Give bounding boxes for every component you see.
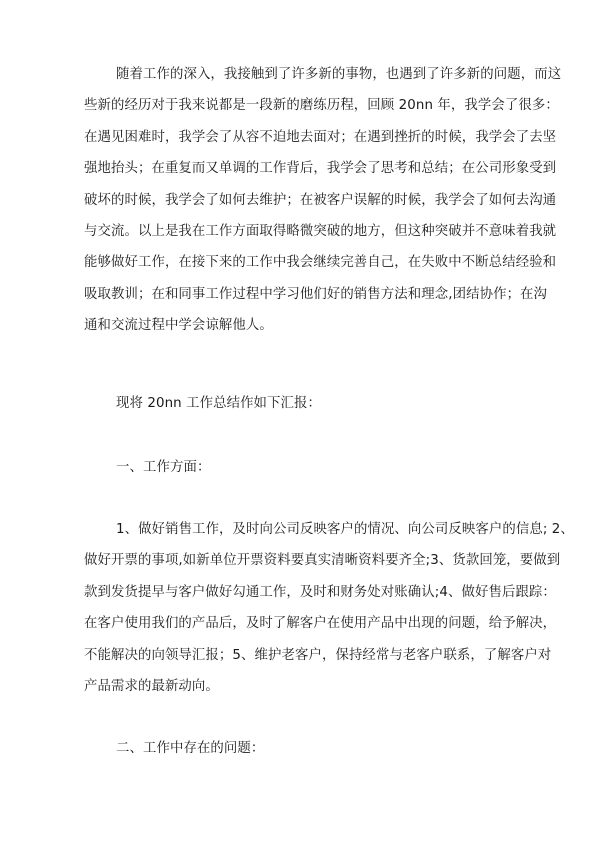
text-line: 能够做好工作，在接下来的工作中我会继续完善自己，在失败中不断总结经验和 [84,255,557,271]
text-line: 产品需求的最新动向。 [84,679,219,695]
text-line: 款到发货提早与客户做好勾通工作，及时和财务处对账确认;4、做好售后跟踪： [84,584,556,600]
body-paragraph-1 [84,59,562,342]
body-paragraph-2 [84,514,574,702]
text-line: 随着工作的深入，我接触到了许多新的事物，也遇到了许多新的问题，而这 [116,67,562,82]
text-line: 1、做好销售工作，及时向公司反映客户的情况、向公司反映客户的信息; 2、 [116,522,574,537]
text-line: 做好开票的事项,如新单位开票资料要真实清晰资料要齐全;3、货款回笼，要做到 [84,553,561,569]
text-line: 不能解决的向领导汇报；5、维护老客户，保持经常与老客户联系，了解客户对 [84,647,552,663]
text-line: 通和交流过程中学会谅解他人。 [84,318,273,334]
text-line: 强地抬头；在重复而又单调的工作背后，我学会了思考和总结；在公司形象受到 [84,161,557,177]
text-line: 在客户使用我们的产品后，及时了解客户在使用产品中出现的问题，给予解决， [84,616,557,632]
text-line: 些新的经历对于我来说都是一段新的磨练历程，回顾 20nn 年，我学会了很多： [84,98,559,114]
section-1-heading-text: 一、工作方面： [116,460,211,475]
section-2-heading-text: 二、工作中存在的问题： [116,741,265,756]
text-line: 吸取教训；在和同事工作过程中学习他们好的销售方法和理念,团结协作；在沟 [84,286,548,302]
report-intro-text: 现将 20nn 工作总结作如下汇报： [116,396,322,411]
section-1-heading [84,452,524,483]
text-line: 与交流。以上是我在工作方面取得略微突破的地方，但这种突破并不意味着我就 [84,224,557,240]
text-line: 破坏的时候，我学会了如何去维护；在被客户误解的时候，我学会了如何去沟通 [84,192,557,208]
section-2-heading [84,733,524,764]
report-intro [84,388,524,419]
text-line: 在遇见困难时，我学会了从容不迫地去面对；在遇到挫折的时候，我学会了去坚 [84,129,557,145]
